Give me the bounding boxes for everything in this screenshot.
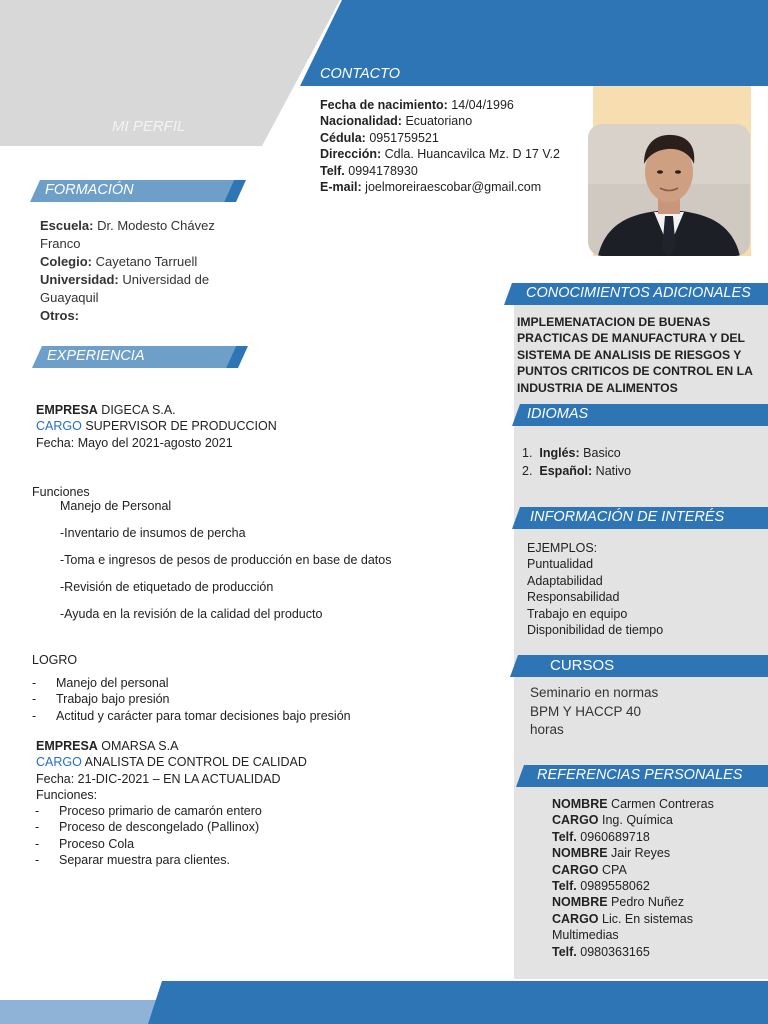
escuela-label: Escuela: xyxy=(40,218,94,233)
ref-label: NOMBRE xyxy=(552,797,608,811)
universidad-value-2: Guayaquil xyxy=(40,290,99,305)
list-item: -Ayuda en la revisión de la calidad del producto xyxy=(60,607,323,621)
fecha-value: Mayo del 2021-agosto 2021 xyxy=(74,435,233,450)
list-item: -Inventario de insumos de percha xyxy=(60,526,246,540)
list-item: - Actitud y carácter para tomar decisiones bajo presión xyxy=(32,708,351,724)
list-item: - Proceso primario de camarón entero xyxy=(35,803,262,819)
job2-funciones-list xyxy=(35,803,262,869)
cargo-value: ANALISTA DE CONTROL DE CALIDAD xyxy=(81,755,307,770)
interes-line: Puntualidad xyxy=(527,557,594,572)
job2-block xyxy=(36,738,307,804)
contacto-title: CONTACTO xyxy=(320,66,401,82)
ref-value: Multimedias xyxy=(552,928,619,943)
funciones-label: Funciones: xyxy=(36,788,98,803)
empresa-value: OMARSA S.A xyxy=(97,739,179,753)
profile-photo xyxy=(588,124,750,256)
list-item: - Proceso Cola xyxy=(35,836,262,852)
conocimientos-title: CONOCIMIENTOS ADICIONALES xyxy=(526,285,751,301)
experiencia-title: EXPERIENCIA xyxy=(47,348,145,364)
contact-value: 0951759521 xyxy=(365,130,439,145)
ref-label: Telf. xyxy=(552,829,577,844)
ref-value: Jair Reyes xyxy=(607,846,671,861)
fecha-line: Fecha: 21-DIC-2021 – EN LA ACTUALIDAD xyxy=(36,771,281,786)
list-number: 1. xyxy=(522,446,533,460)
empresa-label: EMPRESA xyxy=(36,403,98,417)
contact-block xyxy=(320,97,560,195)
referencias-title: REFERENCIAS PERSONALES xyxy=(537,767,743,783)
interes-line: EJEMPLOS: xyxy=(527,541,598,555)
footer-decoration xyxy=(0,978,768,1024)
otros-label: Otros: xyxy=(40,308,79,323)
contact-value: Ecuatoriano xyxy=(401,114,473,129)
ref-value: Pedro Nuñez xyxy=(607,895,684,910)
list-item: -Revisión de etiquetado de producción xyxy=(60,580,274,594)
ref-value: 0980363165 xyxy=(576,944,650,959)
idiomas-title: IDIOMAS xyxy=(527,406,589,422)
contact-label: Dirección: xyxy=(320,147,382,162)
logro-list xyxy=(32,675,351,724)
formacion-title: FORMACIÓN xyxy=(45,182,134,198)
funciones-label: Funciones xyxy=(32,485,90,499)
idioma-value: Basico xyxy=(579,446,621,460)
colegio-value: Cayetano Tarruell xyxy=(92,254,198,269)
contact-label: Fecha de nacimiento: xyxy=(320,98,448,112)
list-item: - Separar muestra para clientes. xyxy=(35,852,262,868)
cargo-value: SUPERVISOR DE PRODUCCION xyxy=(81,419,277,434)
idioma-label: Inglés: xyxy=(539,446,580,460)
list-number: 2. xyxy=(522,464,533,478)
escuela-value-2: Franco xyxy=(40,236,81,251)
empresa-label: EMPRESA xyxy=(36,739,98,753)
cursos-list xyxy=(530,684,658,740)
conocimientos-line: IMPLEMENATACION DE BUENAS xyxy=(517,315,711,329)
list-item: - Proceso de descongelado (Pallinox) xyxy=(35,819,262,835)
empresa-value: DIGECA S.A. xyxy=(97,403,176,417)
curso-line: Seminario en normas xyxy=(530,685,659,700)
referencias-list xyxy=(552,796,714,960)
contact-label: Nacionalidad: xyxy=(320,114,402,129)
idioma-label: Español: xyxy=(539,464,593,478)
idioma-value: Nativo xyxy=(592,464,632,478)
ref-label: CARGO xyxy=(552,911,599,926)
conocimientos-text xyxy=(517,314,753,396)
cargo-label: CARGO xyxy=(36,419,82,434)
interes-line: Disponibilidad de tiempo xyxy=(527,623,664,638)
logro-label: LOGRO xyxy=(32,653,78,667)
ref-value: Ing. Química xyxy=(598,813,673,828)
cursos-title: CURSOS xyxy=(550,657,615,674)
list-item: - Manejo del personal xyxy=(32,675,351,691)
ref-value: CPA xyxy=(598,862,627,877)
contact-label: E-mail: xyxy=(320,180,362,195)
universidad-value: Universidad de xyxy=(118,272,210,287)
curso-line: BPM Y HACCP 40 xyxy=(530,703,642,719)
formacion-block xyxy=(40,217,260,325)
ref-label: CARGO xyxy=(552,813,599,828)
universidad-label: Universidad: xyxy=(40,272,119,287)
job1-block xyxy=(36,402,277,451)
interes-line: Responsabilidad xyxy=(527,590,620,605)
perfil-title: MI PERFIL xyxy=(112,118,186,135)
ref-label: NOMBRE xyxy=(552,846,608,861)
funciones-list xyxy=(60,498,391,633)
ref-label: Telf. xyxy=(552,879,577,894)
fecha-label: Fecha: xyxy=(36,435,75,450)
contact-value: Cdla. Huancavilca Mz. D 17 V.2 xyxy=(381,147,560,162)
escuela-value: Dr. Modesto Chávez xyxy=(93,218,215,233)
cursos-header-bar xyxy=(510,653,768,679)
ref-label: Telf. xyxy=(552,944,577,959)
list-item: Manejo de Personal xyxy=(60,499,172,513)
list-item: - Trabajo bajo presión xyxy=(32,691,351,707)
conocimientos-line: PUNTOS CRITICOS DE CONTROL EN LA xyxy=(517,364,753,379)
ref-value: 0960689718 xyxy=(576,829,650,844)
contact-value: 14/04/1996 xyxy=(447,98,514,112)
ref-value: Carmen Contreras xyxy=(607,797,714,811)
ref-label: NOMBRE xyxy=(552,895,608,910)
idiomas-list xyxy=(522,444,631,480)
contact-value: joelmoreiraescobar@gmail.com xyxy=(361,180,542,195)
conocimientos-line: SISTEMA DE ANALISIS DE RIESGOS Y xyxy=(517,347,742,362)
interes-line: Trabajo en equipo xyxy=(527,606,628,621)
interes-line: Adaptabilidad xyxy=(527,573,603,588)
interes-title: INFORMACIÓN DE INTERÉS xyxy=(530,509,725,525)
interes-list xyxy=(527,540,663,638)
curso-line: horas xyxy=(530,722,564,737)
contact-label: Telf. xyxy=(320,163,345,178)
ref-label: CARGO xyxy=(552,862,599,877)
contact-label: Cédula: xyxy=(320,130,366,145)
ref-value: Lic. En sistemas xyxy=(598,911,694,926)
cargo-label: CARGO xyxy=(36,755,82,770)
ref-value: 0989558062 xyxy=(576,879,650,894)
contact-value: 0994178930 xyxy=(344,163,418,178)
colegio-label: Colegio: xyxy=(40,254,92,269)
conocimientos-line: INDUSTRIA DE ALIMENTOS xyxy=(517,380,678,395)
conocimientos-line: PRACTICAS DE MANUFACTURA Y DEL xyxy=(517,331,745,346)
list-item: -Toma e ingresos de pesos de producción en base de datos xyxy=(60,553,392,567)
